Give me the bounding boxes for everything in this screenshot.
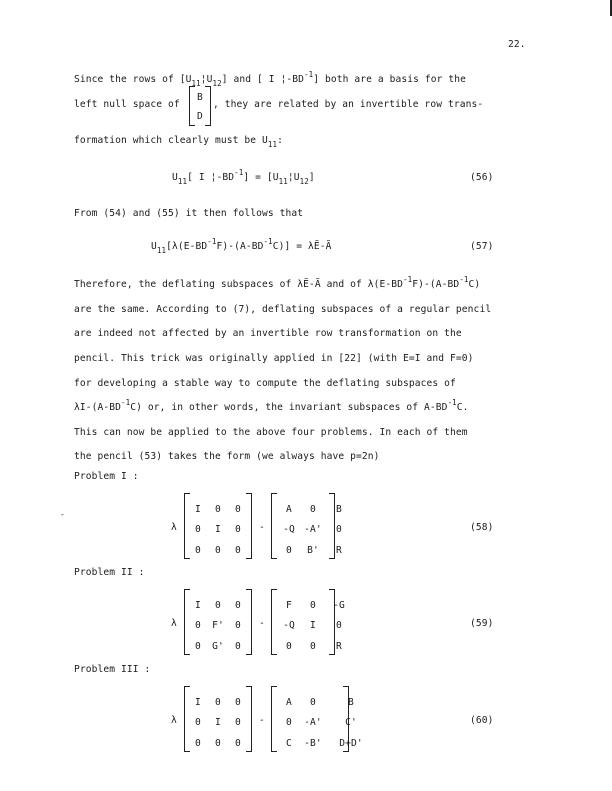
text: C. <box>456 402 469 413</box>
equation-57-label: (57) <box>470 241 494 252</box>
subscript: 11 <box>191 79 201 88</box>
matrix-entry: 0 <box>286 545 292 556</box>
paragraph-3-line-4: pencil. This trick was originally applied in [22] (with E=I and F=0) <box>74 353 474 364</box>
equation-label: (59) <box>470 618 494 629</box>
minus-sign: - <box>259 522 265 533</box>
left-matrix <box>184 493 252 559</box>
paragraph-3-line-1 <box>74 275 481 290</box>
superscript: -1 <box>304 70 314 79</box>
matrix-entry: -A' <box>304 717 322 728</box>
text: ] = [U <box>243 172 279 183</box>
matrix-entry: 0 <box>215 738 221 749</box>
matrix-entry: 0 <box>195 545 201 556</box>
paragraph-1-line-2a: left null space of <box>74 99 180 110</box>
text: F)-(A-BD <box>412 279 460 290</box>
matrix-entry: 0 <box>235 545 241 556</box>
matrix-entry: R <box>336 641 342 652</box>
paragraph-3-line-8: the pencil (53) takes the form (we always have p=2n) <box>74 451 380 462</box>
matrix-entry: 0 <box>235 717 241 728</box>
paragraph-1-line-3 <box>74 135 284 149</box>
equation-56 <box>172 168 315 186</box>
matrix-entry: F <box>286 600 292 611</box>
equation-label: (60) <box>470 715 494 726</box>
paragraph-3-line-6 <box>74 398 469 413</box>
matrix-entry: -Q <box>283 524 295 535</box>
paragraph-1-line-2b: , they are related by an invertible row trans- <box>213 99 484 110</box>
subscript: 11 <box>267 140 278 149</box>
right-matrix <box>271 686 363 752</box>
matrix-entry: 0 <box>235 697 241 708</box>
subscript: 11 <box>278 177 288 186</box>
matrix-entry: 0 <box>195 717 201 728</box>
matrix-entry: I <box>195 504 201 515</box>
matrix-entry: 0 <box>310 697 316 708</box>
lambda-symbol: λ <box>171 618 177 629</box>
matrix-entry: 0 <box>195 524 201 535</box>
subscript: 11 <box>177 177 188 186</box>
matrix-entry: B <box>348 697 354 708</box>
superscript: -1 <box>403 275 413 284</box>
matrix-entry: -B' <box>304 738 322 749</box>
matrix-entry: -G <box>333 600 345 611</box>
matrix-entry: A <box>286 504 292 515</box>
text: [ I ¦-BD <box>187 172 235 183</box>
right-matrix <box>271 589 345 655</box>
paragraph-3-line-2: are the same. According to (7), deflating subspaces of a regular pencil <box>74 304 492 315</box>
text: Since the rows of [U <box>74 74 192 85</box>
paragraph-2: From (54) and (55) it then follows that <box>74 208 304 219</box>
text: ] both are a basis for the <box>313 74 467 85</box>
matrix-entry: R <box>336 545 342 556</box>
text: U <box>172 172 178 183</box>
text: C) or, in other words, the invariant subspaces of A-BD <box>130 402 448 413</box>
left-matrix <box>184 686 252 752</box>
matrix-entry: 0 <box>195 641 201 652</box>
matrix-entry: 0 <box>235 504 241 515</box>
matrix-entry: B <box>336 504 342 515</box>
superscript: -1 <box>263 237 273 246</box>
matrix-entry: 0 <box>215 600 221 611</box>
problem-heading: Problem I : <box>74 471 139 482</box>
text: : <box>277 135 284 146</box>
paragraph-3-line-5: for developing a stable way to compute the deflating subspaces of <box>74 378 456 389</box>
matrix-entry: F' <box>212 620 224 631</box>
superscript: -1 <box>207 237 217 246</box>
right-matrix <box>271 493 342 559</box>
matrix-entry: 0 <box>235 600 241 611</box>
superscript: -1 <box>447 398 457 407</box>
matrix-entry: 0 <box>215 504 221 515</box>
matrix-entry: 0 <box>286 641 292 652</box>
problem-heading: Problem III : <box>74 664 151 675</box>
bd-column-vector <box>189 86 211 126</box>
matrix-entry: 0 <box>310 600 316 611</box>
matrix-entry: 0 <box>215 697 221 708</box>
matrix-entry: -Q <box>283 620 295 631</box>
matrix-entry: 0 <box>235 738 241 749</box>
equation-56-label: (56) <box>470 172 494 183</box>
vector-entry: D <box>197 111 203 122</box>
matrix-entry: 0 <box>235 620 241 631</box>
superscript: -1 <box>234 168 244 177</box>
matrix-entry: B' <box>307 545 319 556</box>
stray-mark: - <box>60 510 65 519</box>
text: C) <box>468 279 481 290</box>
matrix-entry: 0 <box>310 641 316 652</box>
matrix-entry: I <box>195 600 201 611</box>
matrix-entry: I <box>215 524 221 535</box>
matrix-entry: 0 <box>235 641 241 652</box>
text: Therefore, the deflating subspaces of λẼ-Ã and of λ(E-BD <box>74 279 404 290</box>
matrix-entry: I <box>195 697 201 708</box>
paragraph-3-line-3: are indeed not affected by an invertible row transformation on the <box>74 328 462 339</box>
text: ] and [ I ¦-BD <box>221 74 305 85</box>
matrix-entry: C' <box>345 717 357 728</box>
vector-entry: B <box>197 92 203 103</box>
matrix-entry: -A' <box>304 524 322 535</box>
matrix-entry: D+D' <box>339 738 363 749</box>
matrix-entry: 0 <box>310 504 316 515</box>
matrix-entry: 0 <box>286 717 292 728</box>
lambda-symbol: λ <box>171 715 177 726</box>
problem-heading: Problem II : <box>74 567 145 578</box>
matrix-entry: 0 <box>336 524 342 535</box>
matrix-entry: A <box>286 697 292 708</box>
matrix-entry: I <box>215 717 221 728</box>
text: C)] = λẼ-Ã <box>272 241 332 252</box>
matrix-entry: 0 <box>195 620 201 631</box>
matrix-entry: C <box>286 738 292 749</box>
superscript: -1 <box>459 275 469 284</box>
matrix-entry: 0 <box>336 620 342 631</box>
right-bracket <box>205 86 211 126</box>
text: [λ(E-BD <box>166 241 208 252</box>
matrix-entry: I <box>310 620 316 631</box>
paragraph-1-line-1 <box>74 70 467 88</box>
matrix-entry: G' <box>212 641 224 652</box>
text: ¦U <box>200 74 213 85</box>
superscript: -1 <box>121 398 131 407</box>
subscript: 12 <box>212 79 222 88</box>
text: U <box>151 241 157 252</box>
text: formation which clearly must be U <box>74 135 268 146</box>
subscript: 12 <box>299 177 309 186</box>
matrix-entry: 0 <box>235 524 241 535</box>
lambda-symbol: λ <box>171 522 177 533</box>
minus-sign: - <box>259 618 265 629</box>
left-bracket <box>189 86 195 126</box>
equation-label: (58) <box>470 522 494 533</box>
page-number: 22. <box>508 39 526 50</box>
text: λI-(A-BD <box>74 402 122 413</box>
matrix-entry: 0 <box>215 545 221 556</box>
equation-57 <box>151 237 332 255</box>
text: F)-(A-BD <box>216 241 264 252</box>
matrix-entry: 0 <box>195 738 201 749</box>
left-matrix <box>184 589 252 655</box>
minus-sign: - <box>259 715 265 726</box>
text: ] <box>308 172 315 183</box>
text: ¦U <box>287 172 300 183</box>
paragraph-3-line-7: This can now be applied to the above four problems. In each of them <box>74 427 468 438</box>
subscript: 11 <box>156 246 167 255</box>
